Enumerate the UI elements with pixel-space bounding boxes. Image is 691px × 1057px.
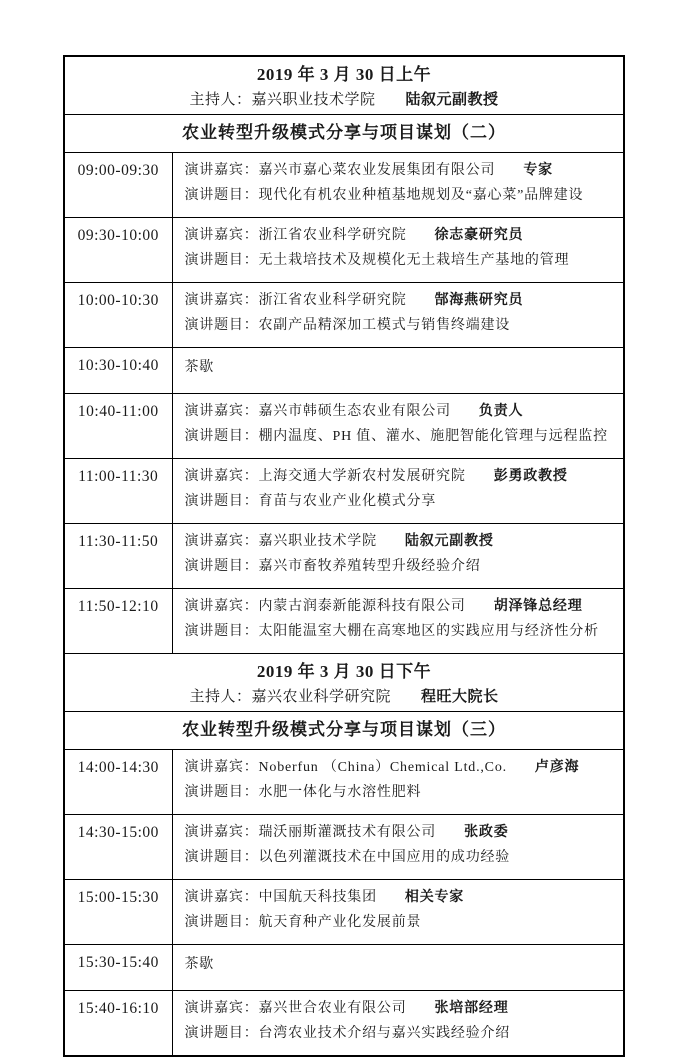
session-host-line [65, 88, 623, 112]
time-cell: 10:00-10:30 [64, 283, 172, 348]
guest-org: 嘉兴市嘉心菜农业发展集团有限公司 [258, 163, 496, 178]
talk-row [64, 589, 624, 654]
schedule-table-body [64, 56, 624, 1056]
guest-person: 郜海燕研究员 [434, 293, 524, 308]
guest-line [173, 524, 624, 554]
guest-person: 张培部经理 [434, 1001, 509, 1016]
topic-line [173, 313, 624, 338]
session-header-cell [64, 56, 624, 115]
talk-row [64, 218, 624, 283]
guest-label: 演讲嘉宾： [184, 163, 259, 178]
guest-label: 演讲嘉宾： [184, 404, 259, 419]
time-cell: 09:30-10:00 [64, 218, 172, 283]
topic-label: 演讲题目： [184, 429, 259, 444]
topic-text: 棚内温度、PH 值、灌水、施肥智能化管理与远程监控 [258, 429, 608, 444]
talk-row [64, 750, 624, 815]
topic-label: 演讲题目： [184, 624, 259, 639]
topic-text: 现代化有机农业种植基地规划及“嘉心菜”品牌建设 [258, 188, 584, 203]
topic-label: 演讲题目： [184, 1026, 259, 1041]
topic-label: 演讲题目： [184, 188, 259, 203]
talk-row [64, 283, 624, 348]
topic-label: 演讲题目： [184, 318, 259, 333]
time-cell: 15:40-16:10 [64, 991, 172, 1057]
guest-org: 上海交通大学新农村发展研究院 [258, 469, 466, 484]
topic-text: 无土栽培技术及规模化无土栽培生产基地的管理 [258, 253, 570, 268]
guest-person: 卢彦海 [534, 760, 580, 775]
session-title: 农业转型升级模式分享与项目谋划（三） [182, 720, 506, 739]
guest-person: 徐志豪研究员 [434, 228, 524, 243]
guest-line [173, 394, 624, 424]
session-date: 2019 年 3 月 30 日上午 [256, 65, 432, 84]
topic-label: 演讲题目： [184, 494, 259, 509]
topic-text: 以色列灌溉技术在中国应用的成功经验 [258, 850, 511, 865]
talk-cell [172, 524, 624, 589]
talk-cell [172, 394, 624, 459]
guest-org: 浙江省农业科学研究院 [258, 228, 407, 243]
guest-line [173, 991, 624, 1021]
session-title-row [64, 712, 624, 750]
talk-cell [172, 459, 624, 524]
topic-text: 太阳能温室大棚在高寒地区的实践应用与经济性分析 [258, 624, 599, 639]
guest-label: 演讲嘉宾： [184, 228, 259, 243]
host-org: 嘉兴职业技术学院 [251, 92, 376, 108]
guest-person: 相关专家 [404, 890, 465, 905]
topic-line [173, 183, 624, 208]
break-cell [172, 348, 624, 394]
topic-line [173, 780, 624, 805]
guest-label: 演讲嘉宾： [184, 1001, 259, 1016]
guest-label: 演讲嘉宾： [184, 890, 259, 905]
guest-org: 中国航天科技集团 [258, 890, 377, 905]
host-person: 程旺大院长 [421, 689, 499, 705]
guest-person: 专家 [523, 163, 553, 178]
guest-label: 演讲嘉宾： [184, 599, 259, 614]
topic-text: 育苗与农业产业化模式分享 [258, 494, 437, 509]
guest-person: 负责人 [478, 404, 524, 419]
topic-text: 航天育种产业化发展前景 [258, 915, 422, 930]
talk-cell [172, 218, 624, 283]
topic-label: 演讲题目： [184, 850, 259, 865]
talk-row [64, 815, 624, 880]
topic-text: 嘉兴市畜牧养殖转型升级经验介绍 [258, 559, 481, 574]
break-row [64, 348, 624, 394]
time-cell: 15:00-15:30 [64, 880, 172, 945]
talk-row [64, 880, 624, 945]
guest-line [173, 589, 624, 619]
talk-cell [172, 283, 624, 348]
guest-org: 内蒙古润泰新能源科技有限公司 [258, 599, 466, 614]
topic-text: 台湾农业技术介绍与嘉兴实践经验介绍 [258, 1026, 511, 1041]
session-host-line [65, 685, 623, 709]
talk-row [64, 459, 624, 524]
host-person: 陆叙元副教授 [405, 92, 499, 108]
session-header-row [64, 654, 624, 712]
guest-person: 胡泽锋总经理 [493, 599, 583, 614]
guest-org: 嘉兴职业技术学院 [258, 534, 377, 549]
talk-cell [172, 880, 624, 945]
talk-row [64, 394, 624, 459]
guest-org: 嘉兴世合农业有限公司 [258, 1001, 407, 1016]
time-cell: 14:00-14:30 [64, 750, 172, 815]
topic-text: 农副产品精深加工模式与销售终端建设 [258, 318, 511, 333]
talk-cell [172, 991, 624, 1057]
guest-org: 浙江省农业科学研究院 [258, 293, 407, 308]
guest-line [173, 153, 624, 183]
host-org: 嘉兴农业科学研究院 [251, 689, 392, 705]
guest-label: 演讲嘉宾： [184, 293, 259, 308]
time-cell: 11:50-12:10 [64, 589, 172, 654]
topic-line [173, 554, 624, 579]
session-header-row [64, 56, 624, 115]
host-label: 主持人： [189, 689, 252, 705]
talk-row [64, 153, 624, 218]
time-cell: 09:00-09:30 [64, 153, 172, 218]
talk-row [64, 991, 624, 1057]
session-title-cell [64, 115, 624, 153]
session-title: 农业转型升级模式分享与项目谋划（二） [182, 123, 506, 142]
guest-person: 彭勇政教授 [493, 469, 568, 484]
topic-label: 演讲题目： [184, 915, 259, 930]
talk-row [64, 524, 624, 589]
time-cell: 14:30-15:00 [64, 815, 172, 880]
time-cell: 10:40-11:00 [64, 394, 172, 459]
break-cell [172, 945, 624, 991]
session-header-cell [64, 654, 624, 712]
topic-label: 演讲题目： [184, 559, 259, 574]
topic-line [173, 248, 624, 273]
guest-line [173, 459, 624, 489]
break-label: 茶歇 [184, 957, 215, 972]
topic-line [173, 1021, 624, 1046]
guest-line [173, 218, 624, 248]
break-row [64, 945, 624, 991]
topic-label: 演讲题目： [184, 253, 259, 268]
guest-org: 嘉兴市韩硕生态农业有限公司 [258, 404, 451, 419]
guest-label: 演讲嘉宾： [184, 760, 259, 775]
topic-line [173, 845, 624, 870]
topic-label: 演讲题目： [184, 785, 259, 800]
talk-cell [172, 153, 624, 218]
guest-org: Noberfun （China）Chemical Ltd.,Co. [258, 760, 507, 775]
topic-line [173, 489, 624, 514]
guest-line [173, 880, 624, 910]
session-title-row [64, 115, 624, 153]
talk-cell [172, 815, 624, 880]
time-cell: 15:30-15:40 [64, 945, 172, 991]
schedule-table [63, 55, 625, 1057]
guest-line [173, 815, 624, 845]
guest-person: 张政委 [464, 825, 509, 840]
session-date: 2019 年 3 月 30 日下午 [256, 662, 432, 681]
topic-line [173, 910, 624, 935]
time-cell: 10:30-10:40 [64, 348, 172, 394]
guest-label: 演讲嘉宾： [184, 825, 259, 840]
host-label: 主持人： [189, 92, 252, 108]
guest-label: 演讲嘉宾： [184, 469, 259, 484]
talk-cell [172, 589, 624, 654]
talk-cell [172, 750, 624, 815]
guest-person: 陆叙元副教授 [404, 534, 494, 549]
topic-text: 水肥一体化与水溶性肥料 [258, 785, 422, 800]
topic-line [173, 424, 624, 449]
time-cell: 11:30-11:50 [64, 524, 172, 589]
time-cell: 11:00-11:30 [64, 459, 172, 524]
guest-label: 演讲嘉宾： [184, 534, 259, 549]
guest-line [173, 750, 624, 780]
break-label: 茶歇 [184, 360, 215, 375]
guest-org: 瑞沃丽斯灌溉技术有限公司 [258, 825, 437, 840]
topic-line [173, 619, 624, 644]
session-title-cell [64, 712, 624, 750]
guest-line [173, 283, 624, 313]
